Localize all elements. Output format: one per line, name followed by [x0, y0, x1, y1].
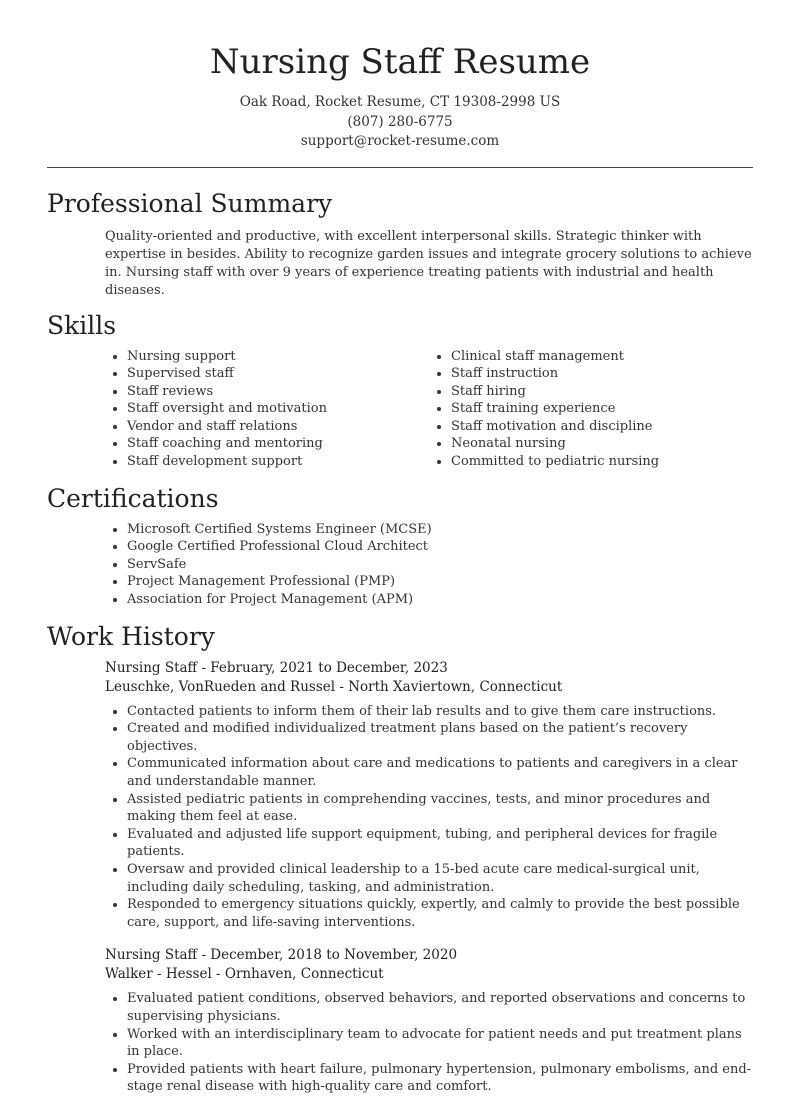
job-bullet: • Evaluated patient conditions, observed behaviors, and reported observations and concerns to supervising physicians.	[127, 990, 753, 1025]
job-company-line: Leuschke, VonRueden and Russel - North Xaviertown, Connecticut	[105, 678, 563, 695]
skills-section	[47, 310, 753, 471]
skills-list-left	[105, 348, 429, 471]
skill-item: • Staff training experience	[451, 400, 753, 418]
work-history-heading: Work History	[47, 621, 215, 651]
certification-item: • Microsoft Certified Systems Engineer (MCSE)	[127, 521, 753, 539]
skill-item: • Vendor and staff relations	[127, 418, 429, 436]
job-bullets	[105, 990, 753, 1096]
header-divider	[47, 167, 753, 168]
skill-item: • Clinical staff management	[451, 348, 753, 366]
job-title-line: Nursing Staff - February, 2021 to December, 2023	[105, 659, 448, 676]
certification-item: • Association for Project Management (APM)	[127, 591, 753, 609]
job-bullet: • Contacted patients to inform them of their lab results and to give them care instructions.	[127, 703, 753, 721]
skills-heading: Skills	[47, 310, 117, 340]
skill-item: • Staff motivation and discipline	[451, 418, 753, 436]
contact-email: support@rocket-resume.com	[300, 133, 500, 149]
job-entry	[105, 946, 753, 1096]
job-bullet: • Worked with an interdisciplinary team to advocate for patient needs and put treatment plans in place.	[127, 1026, 753, 1061]
job-bullet: • Communicated information about care and medications to patients and caregivers in a clear and understandable manner.	[127, 755, 753, 790]
contact-phone: (807) 280-6775	[347, 113, 453, 130]
skills-columns	[105, 348, 753, 471]
skill-item: • Staff development support	[127, 453, 429, 471]
certification-item: • ServSafe	[127, 556, 753, 574]
skill-item: • Staff coaching and mentoring	[127, 435, 429, 453]
job-company-line: Walker - Hessel - Ornhaven, Connecticut	[105, 966, 384, 983]
job-bullet: • Evaluated and adjusted life support equipment, tubing, and peripheral devices for fragile patients.	[127, 826, 753, 861]
job-title-line: Nursing Staff - December, 2018 to November, 2020	[105, 947, 458, 964]
contact-address: Oak Road, Rocket Resume, CT 19308-2998 US	[239, 94, 561, 110]
skill-item: • Neonatal nursing	[451, 435, 753, 453]
certifications-section	[47, 483, 753, 609]
certification-item: • Project Management Professional (PMP)	[127, 573, 753, 591]
skill-item: • Staff oversight and motivation	[127, 400, 429, 418]
skill-item: • Staff hiring	[451, 383, 753, 401]
job-bullets	[105, 703, 753, 932]
job-entry	[105, 659, 753, 932]
summary-text: Quality-oriented and productive, with excellent interpersonal skills. Strategic thinker with expertise in besides. Ability to recognize garden issues and integrate grocery solutions to achieve in. Nursing staff with over 9 years of experience treating patients with industrial and health diseases.	[105, 228, 752, 298]
work-history-section	[47, 621, 753, 1096]
job-bullet: • Created and modified individualized treatment plans based on the patient’s recovery objectives.	[127, 720, 753, 755]
job-bullet: • Provided patients with heart failure, pulmonary hypertension, pulmonary embolisms, and end-stage renal disease with high-quality care and comfort.	[127, 1061, 753, 1096]
skill-item: • Supervised staff	[127, 365, 429, 383]
skill-item: • Staff reviews	[127, 383, 429, 401]
certifications-list	[105, 521, 753, 609]
summary-heading: Professional Summary	[47, 188, 333, 218]
skill-item: • Committed to pediatric nursing	[451, 453, 753, 471]
resume-title: Nursing Staff Resume	[209, 42, 591, 82]
job-bullet: • Assisted pediatric patients in comprehending vaccines, tests, and minor procedures and making them feel at ease.	[127, 791, 753, 826]
skills-list-right	[429, 348, 753, 471]
skill-item: • Nursing support	[127, 348, 429, 366]
contact-block	[47, 93, 753, 152]
job-bullet: • Responded to emergency situations quickly, expertly, and calmly to provide the best possible care, support, and life-saving interventions.	[127, 896, 753, 931]
certification-item: • Google Certified Professional Cloud Architect	[127, 538, 753, 556]
skill-item: • Staff instruction	[451, 365, 753, 383]
job-bullet: • Oversaw and provided clinical leadership to a 15-bed acute care medical-surgical unit, including daily scheduling, tasking, and administration.	[127, 861, 753, 896]
summary-section	[47, 188, 753, 300]
certifications-heading: Certifications	[47, 483, 219, 513]
